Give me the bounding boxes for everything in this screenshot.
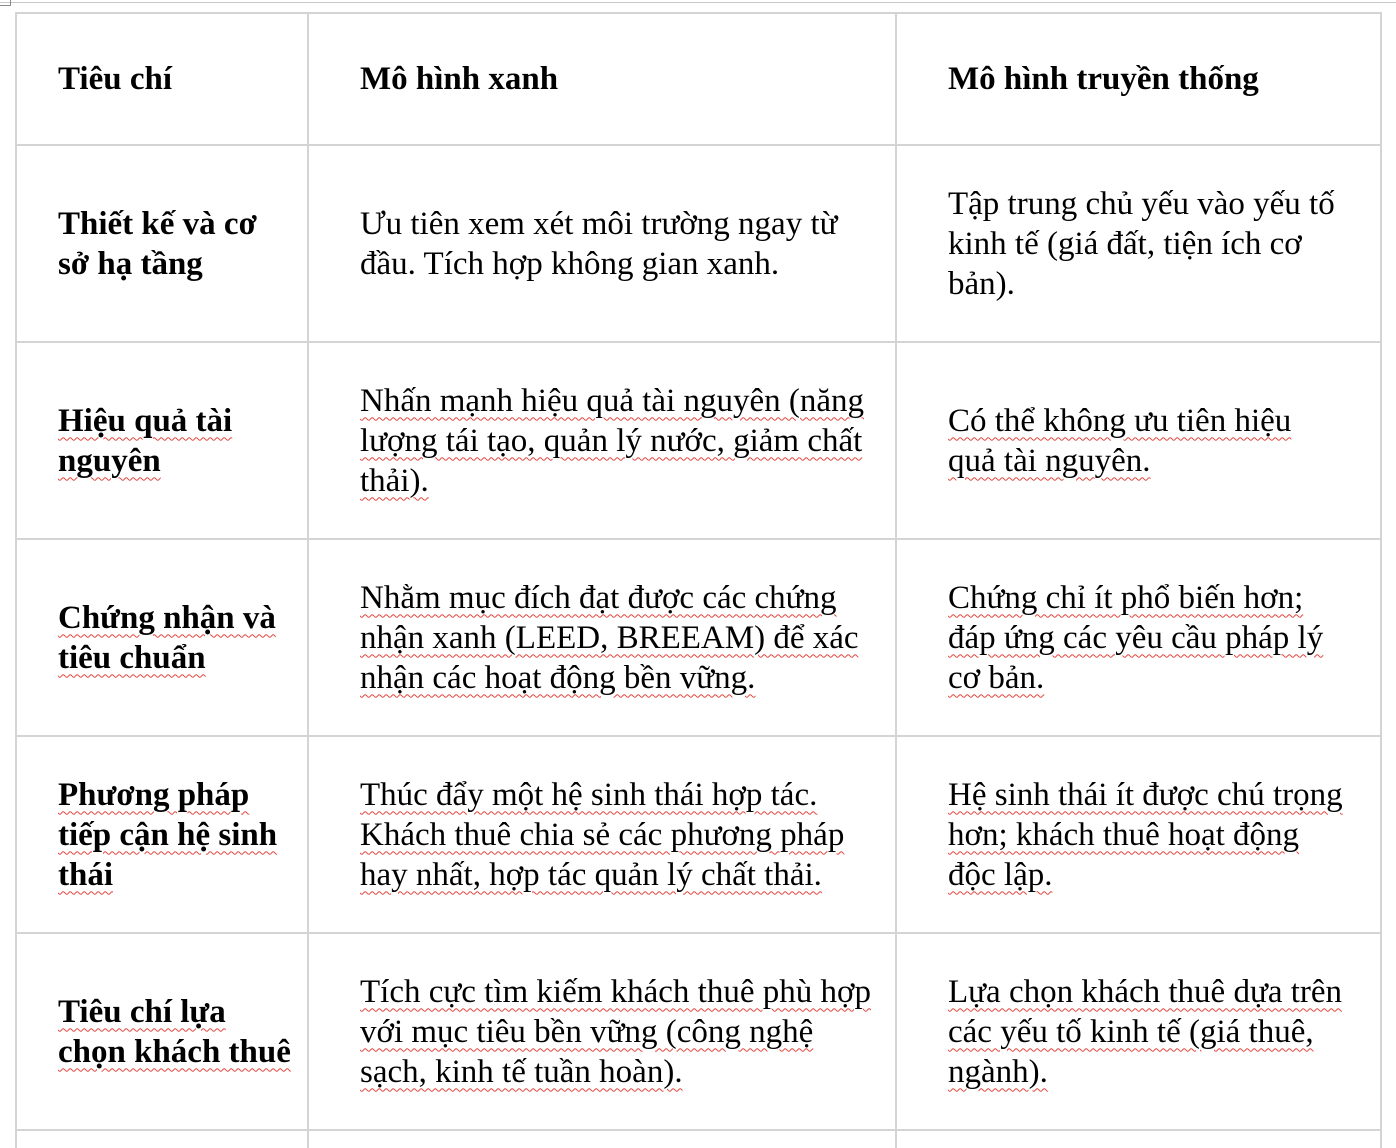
criterion-cell[interactable]: Hiệu quả tài nguyên (16, 342, 308, 539)
green-model-cell[interactable]: Ưu tiên xem xét môi trường ngay từ đầu. Tích hợp không gian xanh. (308, 145, 896, 342)
criterion-cell[interactable]: Thiết kế và cơ sở hạ tầng (16, 145, 308, 342)
table-row (16, 342, 1381, 539)
green-model-cell[interactable]: Tích cực tìm kiếm khách thuê phù hợp với mục tiêu bền vững (công nghệ sạch, kinh tế tuần hoàn). (308, 933, 896, 1130)
empty-cell (896, 1130, 1381, 1148)
traditional-model-cell[interactable]: Có thể không ưu tiên hiệu quả tài nguyên. (896, 342, 1381, 539)
empty-cell (308, 1130, 896, 1148)
corner-marker (0, 0, 11, 6)
table-row (16, 933, 1381, 1130)
criterion-cell[interactable]: Chứng nhận và tiêu chuẩn (16, 539, 308, 736)
table-row-cutoff (16, 1130, 1381, 1148)
comparison-table (15, 12, 1382, 1148)
empty-cell (16, 1130, 308, 1148)
green-model-cell[interactable]: Nhằm mục đích đạt được các chứng nhận xanh (LEED, BREEAM) để xác nhận các hoạt động bền vững. (308, 539, 896, 736)
green-model-cell[interactable]: Thúc đẩy một hệ sinh thái hợp tác. Khách thuê chia sẻ các phương pháp hay nhất, hợp tác quản lý chất thải. (308, 736, 896, 933)
table-row (16, 145, 1381, 342)
header-traditional-model[interactable]: Mô hình truyền thống (896, 13, 1381, 145)
traditional-model-cell[interactable]: Tập trung chủ yếu vào yếu tố kinh tế (giá đất, tiện ích cơ bản). (896, 145, 1381, 342)
criterion-cell[interactable]: Phương pháp tiếp cận hệ sinh thái (16, 736, 308, 933)
traditional-model-cell[interactable]: Hệ sinh thái ít được chú trọng hơn; khách thuê hoạt động độc lập. (896, 736, 1381, 933)
traditional-model-cell[interactable]: Lựa chọn khách thuê dựa trên các yếu tố kinh tế (giá thuê, ngành). (896, 933, 1381, 1130)
criterion-cell[interactable]: Tiêu chí lựa chọn khách thuê (16, 933, 308, 1130)
header-criterion[interactable]: Tiêu chí (16, 13, 308, 145)
traditional-model-cell[interactable]: Chứng chỉ ít phổ biến hơn; đáp ứng các yêu cầu pháp lý cơ bản. (896, 539, 1381, 736)
green-model-cell[interactable]: Nhấn mạnh hiệu quả tài nguyên (năng lượng tái tạo, quản lý nước, giảm chất thải). (308, 342, 896, 539)
table-header-row (16, 13, 1381, 145)
header-green-model[interactable]: Mô hình xanh (308, 13, 896, 145)
table-row (16, 539, 1381, 736)
table-row (16, 736, 1381, 933)
page-top-rule (0, 2, 1396, 3)
